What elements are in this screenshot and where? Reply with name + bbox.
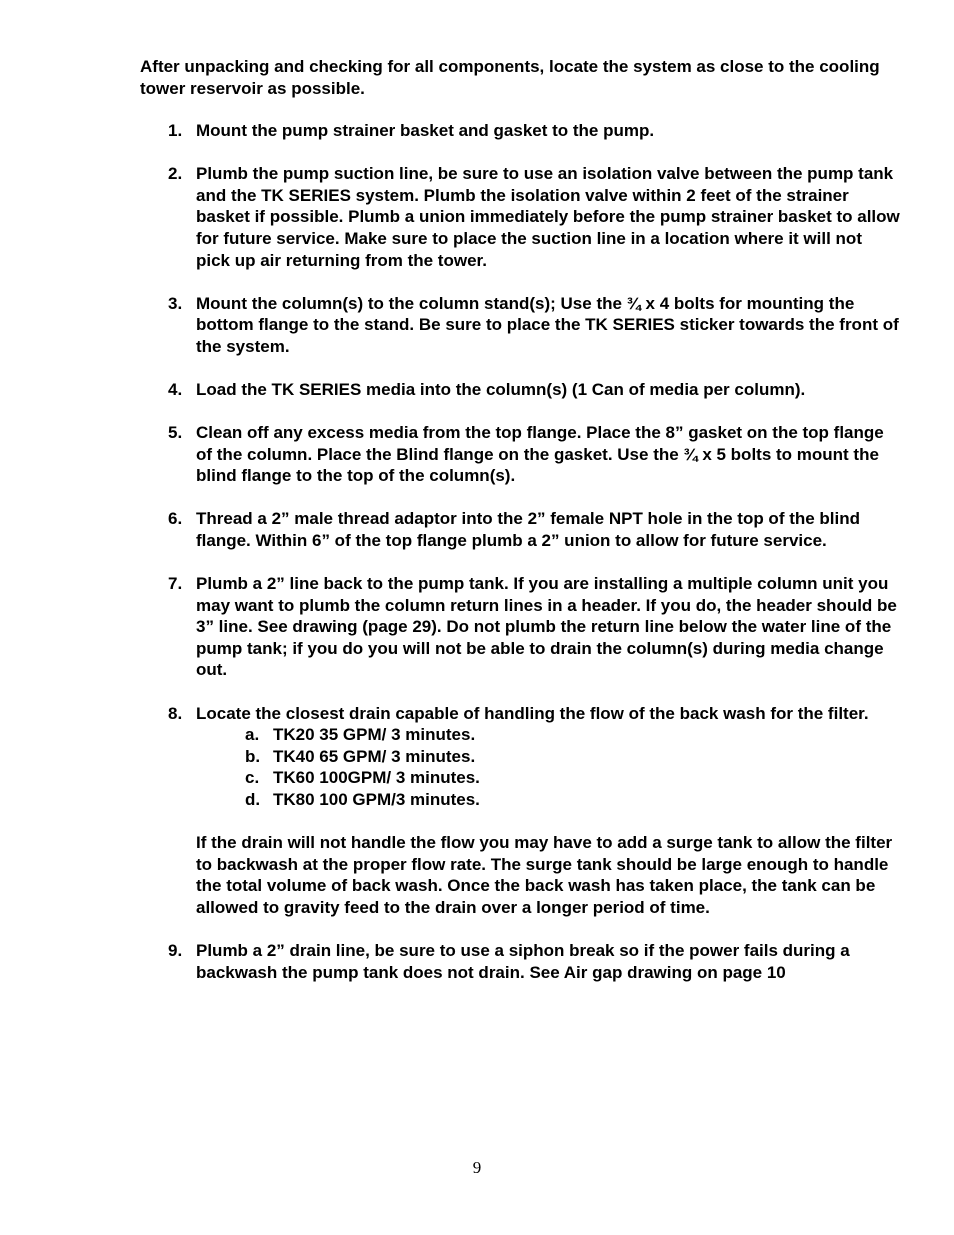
flow-rate-list bbox=[196, 724, 900, 810]
page-content bbox=[140, 56, 900, 1005]
flow-rate-item bbox=[196, 746, 900, 768]
step-number: 4. bbox=[168, 380, 183, 400]
sub-text: TK80 100 GPM/3 minutes. bbox=[273, 789, 480, 809]
step-text: Plumb a 2” line back to the pump tank. If you are installing a multiple column unit you may want to plumb the column return lines in a header. If you do, the header should be 3” line. See drawing (page 29). Do not plumb the return line below the water line of the pump tank; if you do you will not be able to drain the column(s) during media change out. bbox=[196, 574, 897, 680]
step-number: 1. bbox=[168, 121, 183, 141]
installation-steps bbox=[140, 120, 900, 983]
step-number: 9. bbox=[168, 940, 183, 960]
intro-paragraph: After unpacking and checking for all components, locate the system as close to the cooling tower reservoir as possible. bbox=[140, 57, 880, 98]
step-text: Load the TK SERIES media into the column(s) (1 Can of media per column). bbox=[196, 380, 806, 400]
sub-text: TK20 35 GPM/ 3 minutes. bbox=[273, 725, 476, 745]
step-number: 2. bbox=[168, 164, 183, 184]
flow-rate-item bbox=[196, 789, 900, 811]
step-number: 6. bbox=[168, 509, 183, 529]
surge-tank-note: If the drain will not handle the flow you may have to add a surge tank to allow the filter to backwash at the proper flow rate. The surge tank should be large enough to handle the total volume of back wash. Once the back wash has taken place, the tank can be allowed to gravity feed to the drain over a longer period of time. bbox=[196, 833, 893, 917]
step-number: 8. bbox=[168, 703, 183, 723]
step-text: Plumb a 2” drain line, be sure to use a siphon break so if the power fails during a backwash the pump tank does not drain. See Air gap drawing on page 10 bbox=[196, 940, 850, 982]
step-number: 7. bbox=[168, 574, 183, 594]
sub-text: TK40 65 GPM/ 3 minutes. bbox=[273, 746, 476, 766]
sub-letter: c. bbox=[245, 768, 260, 788]
step-8 bbox=[140, 703, 900, 919]
page-number: 9 bbox=[472, 1158, 482, 1177]
sub-text: TK60 100GPM/ 3 minutes. bbox=[273, 768, 480, 788]
step-text: Plumb the pump suction line, be sure to use an isolation valve between the pump tank and the TK SERIES system. Plumb the isolation valve within 2 feet of the strainer basket if possible. Plumb a union immediately before the pump strainer basket to allow for future service. Make sure to place the suction line in a location where it will not pick up air returning from the tower. bbox=[196, 164, 900, 270]
flow-rate-item bbox=[196, 767, 900, 789]
sub-letter: d. bbox=[245, 789, 261, 809]
step-7 bbox=[140, 573, 900, 681]
step-text: Thread a 2” male thread adaptor into the 2” female NPT hole in the top of the blind flange. Within 6” of the top flange plumb a 2” union to allow for future service. bbox=[196, 509, 861, 550]
step-6 bbox=[140, 508, 900, 551]
step-9 bbox=[140, 940, 900, 983]
step-1 bbox=[140, 120, 900, 142]
step-3 bbox=[140, 293, 900, 358]
step-4 bbox=[140, 379, 900, 401]
step-5 bbox=[140, 422, 900, 487]
step-number: 3. bbox=[168, 293, 183, 313]
sub-letter: a. bbox=[245, 725, 260, 745]
step-text: Clean off any excess media from the top flange. Place the 8” gasket on the top flange of the column. Place the Blind flange on the gasket. Use the ¾ x 5 bolts to mount the blind flange to the top of the column(s). bbox=[196, 423, 884, 486]
flow-rate-item bbox=[196, 724, 900, 746]
sub-letter: b. bbox=[245, 746, 261, 766]
step-2 bbox=[140, 163, 900, 271]
step-text: Locate the closest drain capable of handling the flow of the back wash for the filter. bbox=[196, 703, 869, 723]
step-number: 5. bbox=[168, 423, 183, 443]
step-text: Mount the column(s) to the column stand(s); Use the ¾ x 4 bolts for mounting the bottom flange to the stand. Be sure to place the TK SERIES sticker towards the front of the system. bbox=[196, 293, 899, 356]
step-text: Mount the pump strainer basket and gasket to the pump. bbox=[196, 121, 655, 141]
